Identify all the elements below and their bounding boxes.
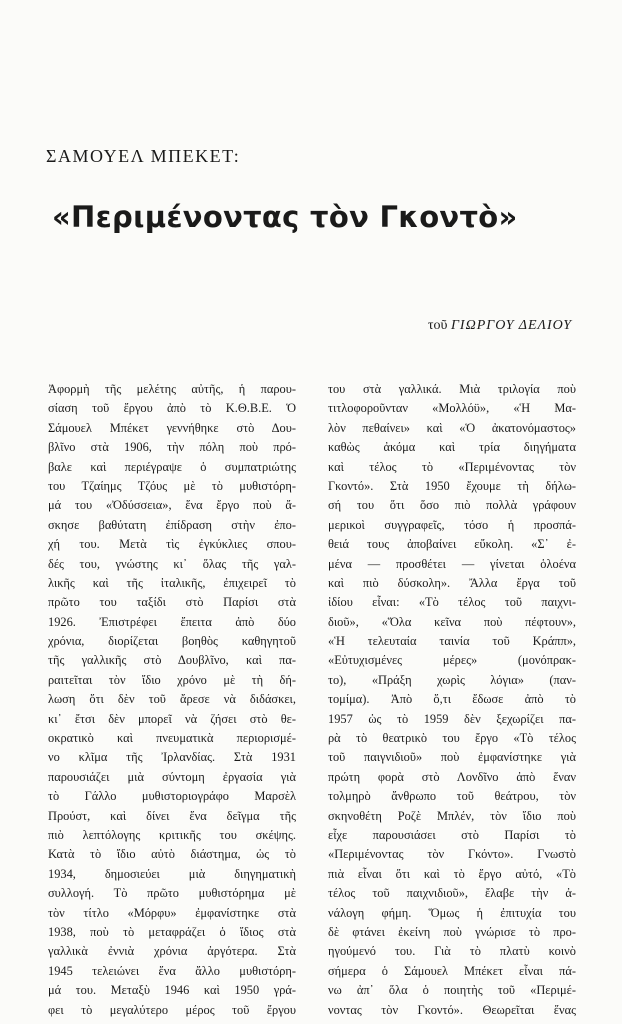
text-line: οκρατικὸ καὶ πνευματικὰ περιορισμέ-	[48, 731, 296, 746]
text-line: Σάμουελ Μπέκετ γεννήθηκε στὸ Δου-	[48, 420, 296, 435]
text-line: 1934, δημοσιεύει μιὰ διηγηματικὴ	[48, 866, 296, 881]
text-line: τὸν τίτλο «Μόρφυ» ἐμφανίστηκε στὰ	[48, 905, 296, 920]
article-title: «Περιμένοντας τὸν Γκοντὸ»	[52, 200, 518, 234]
text-line: νω ἀπ᾽ ὅλα ὁ ποιητὴς τοῦ «Περιμέ-	[328, 983, 576, 998]
text-line: τῆς γαλλικῆς στὸ Δουβλῖνο, καὶ πα-	[48, 653, 296, 668]
text-line: «Ἡ τελευταία ταινία τοῦ Κράππ»,	[328, 634, 576, 649]
text-line: θειά τους ἀποβαίνει εὔκολη. «Σ᾽ ἐ-	[328, 537, 576, 552]
text-line: καὶ πιὸ δύσκολη». Ἄλλα ἔργα τοῦ	[328, 575, 576, 590]
text-line: 1945 τελειώνει ἕνα ἄλλο μυθιστόρη-	[48, 963, 296, 978]
text-line: διοῦ», «Ὅλα κεῖνα ποὺ πέφτουν»,	[328, 614, 576, 629]
text-line: «Εὐτυχισμένες μέρες» (μονόπρακ-	[328, 653, 576, 668]
text-line: 1926. Ἐπιστρέφει ἔπειτα ἀπὸ δύο	[48, 614, 296, 629]
text-line: παρουσιάζει μιὰ σύντομη ἐργασία γιὰ	[48, 769, 296, 784]
text-line: φει τὸ μεγαλύτερο μέρος τοῦ ἔργου	[48, 1002, 296, 1017]
text-line: 1938, ποὺ τὸ μεταφράζει ὁ ἴδιος στὰ	[48, 924, 296, 939]
text-line: του Τζαίημς Τζόυς μὲ τὸ μυθιστόρη-	[48, 478, 296, 493]
text-line: πρώτη φορὰ στὸ Λονδῖνο ἀπὸ ἕναν	[328, 769, 576, 784]
text-line: Κατὰ τὸ ἴδιο αὐτὸ διάστημα, ὡς τὸ	[48, 847, 296, 862]
text-line: βλῖνο στὰ 1906, τὴν πόλη ποὺ πρό-	[48, 440, 296, 455]
text-line: του στὰ γαλλικά. Μιὰ τριλογία ποὺ	[328, 382, 576, 396]
text-line: σή του ὅτι ὅσο πιὸ πολλὰ γράφουν	[328, 498, 576, 513]
text-line: σίαση τοῦ ἔργου ἀπὸ τὸ Κ.Θ.Β.Ε. Ὁ	[48, 401, 296, 416]
text-line: «Περιμένοντας τὸν Γκόντο». Γνωστὸ	[328, 847, 576, 862]
text-column-right	[328, 380, 576, 1020]
text-line: λὸν πεθαίνει» καὶ «Ὁ ἀκατονόμαστος»	[328, 420, 576, 435]
text-line: χρόνια, διορίζεται βοηθὸς καθηγητοῦ	[48, 634, 296, 649]
text-line: δὲ φτάνει ἐκείνη ποὺ γνώρισε τὸ προ-	[328, 924, 576, 939]
text-line: μά του «Ὀδύσσεια», ἕνα ἔργο ποὺ ἄ-	[48, 498, 296, 513]
text-line: τιτλοφοροῦνταν «Μολλόϋ», «Ἡ Μα-	[328, 401, 576, 416]
text-line: το), «Πράξη χωρὶς λόγια» (παν-	[328, 672, 576, 687]
text-line: Ἀφορμὴ τῆς μελέτης αὐτῆς, ἡ παρου-	[48, 382, 296, 396]
text-line: εἶχε παρουσιάσει στὸ Παρίσι τὸ	[328, 827, 576, 842]
text-line: πιὰ εἶναι ὅτι καὶ τὸ ἔργο αὐτό, «Τὸ	[328, 866, 576, 881]
text-line: πιὸ λεπτόλογης κριτικῆς του σκέψης.	[48, 827, 296, 842]
byline	[428, 318, 572, 334]
text-line: χή του. Μετὰ τὶς ἐγκύκλιες σπου-	[48, 537, 296, 552]
text-line: ραιτεῖται τὸν ἴδιο χρόνο μὲ τὴ δή-	[48, 672, 296, 687]
text-line: λωση ὅτι δὲν τοῦ ἄρεσε νὰ διδάσκει,	[48, 692, 296, 707]
text-line: σκηνοθέτη Ροζὲ Μπλέν, τὸν ἴδιο ποὺ	[328, 808, 576, 823]
text-line: σήμερα ὁ Σάμουελ Μπέκετ εἶναι πά-	[328, 963, 576, 978]
text-line: γαλλικὰ ἐννιὰ χρόνια ἀργότερα. Στὰ	[48, 944, 296, 959]
text-line: Προύστ, καὶ δίνει ἕνα δεῖγμα τῆς	[48, 808, 296, 823]
text-line: καθὼς ἀκόμα καὶ τρία διηγήματα	[328, 440, 576, 455]
text-line: Γκοντό». Στὰ 1950 ἔχουμε τὴ δήλω-	[328, 478, 576, 493]
text-line: πρῶτο του ταξίδι στὸ Παρίσι στὰ	[48, 595, 296, 610]
text-line: λικῆς καὶ τῆς ἰταλικῆς, ἐπιχειρεῖ τὸ	[48, 575, 296, 590]
text-line: μένα — προσθέτει — γίνεται ὁλοένα	[328, 556, 576, 571]
text-line: σκησε βαθύτατη ἐπίδραση στὴν ἐπο-	[48, 517, 296, 532]
text-line: δές του, γνώστης κι᾽ ὅλας τῆς γαλ-	[48, 556, 296, 571]
text-line: συλλογή. Τὸ πρῶτο μυθιστόρημα μὲ	[48, 886, 296, 901]
text-line: 1957 ὡς τὸ 1959 δὲν ξεχωρίζει πα-	[328, 711, 576, 726]
text-line: βαλε καὶ περιέγραψε ὁ συμπατριώτης	[48, 459, 296, 474]
text-line: μά του. Μεταξὺ 1946 καὶ 1950 γρά-	[48, 983, 296, 998]
text-line: κι᾽ ἔτσι δὲν μπορεῖ νὰ ζήσει στὸ θε-	[48, 711, 296, 726]
text-line: νοντας τὸν Γκοντό». Θεωρεῖται ἕνας	[328, 1002, 576, 1017]
byline-prefix: τοῦ	[427, 318, 448, 333]
text-line: τέλος τοῦ παιχνιδιοῦ», ἔλαβε τὴν ἀ-	[328, 886, 576, 901]
byline-author: ΓΙΩΡΓΟΥ ΔΕΛΙΟΥ	[450, 318, 572, 333]
text-line: τολμηρὸ ἄνθρωπο τοῦ θεάτρου, τὸν	[328, 789, 576, 804]
text-line: νο κλῖμα τῆς Ἰρλανδίας. Στὰ 1931	[48, 750, 296, 765]
text-line: νάλογη φήμη. Ὅμως ἡ ἐπιτυχία του	[328, 905, 576, 920]
text-line: καὶ τέλος τὸ «Περιμένοντας τὸν	[328, 459, 576, 474]
author-heading: ΣΑΜΟΥΕΛ ΜΠΕΚΕΤ:	[46, 146, 241, 166]
text-line: τὸ Γάλλο μυθιστοριογράφο Μαρσὲλ	[48, 789, 296, 804]
text-line: μερικοὶ συγγραφεῖς, τόσο ἡ προσπά-	[328, 517, 576, 532]
text-line: ἰδίου εἶναι: «Τὸ τέλος τοῦ παιχνι-	[328, 595, 576, 610]
text-line: τοῦ παιγνιδιοῦ» ποὺ ἐμφανίστηκε γιὰ	[328, 750, 576, 765]
text-line: ρὰ τὸ θεατρικὸ του ἔργο «Τὸ τέλος	[328, 731, 576, 746]
text-line: ηγούμενό του. Γιὰ τὸ πλατὺ κοινὸ	[328, 944, 576, 959]
text-line: τομίμα). Ἀπὸ ὅ,τι ἔδωσε ἀπὸ τὸ	[328, 692, 576, 707]
text-column-left	[48, 380, 296, 1020]
